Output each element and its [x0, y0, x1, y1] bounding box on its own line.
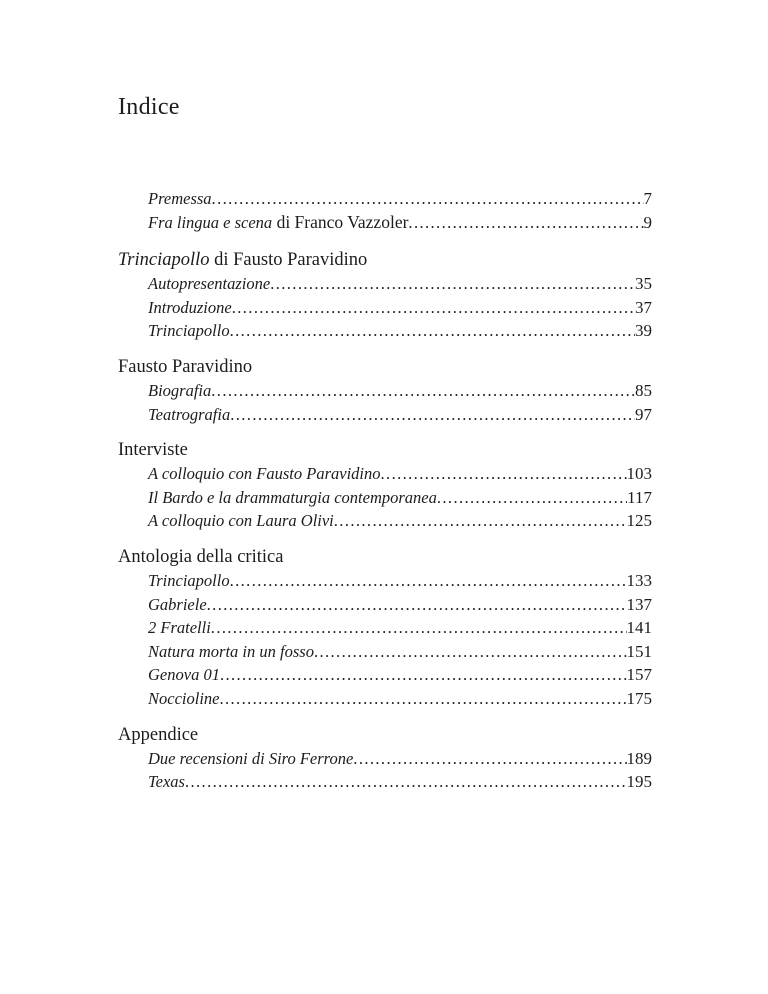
toc-entry-page: 39 [635, 321, 652, 341]
toc-entry-title: Introduzione [148, 297, 232, 317]
dot-leader [212, 187, 644, 211]
toc-entry-page: 125 [626, 511, 652, 531]
toc-entry-title: Trinciapollo [148, 321, 230, 341]
toc-entry-title: Fra lingua e scena [148, 212, 273, 232]
toc-entry-page: 97 [635, 404, 652, 424]
toc-entry[interactable] [148, 616, 652, 640]
toc-entry-title: Gabriele [148, 594, 207, 614]
toc-entry-title: Texas [148, 772, 185, 792]
toc-entry-page: 117 [627, 487, 652, 507]
toc-entry-page: 103 [626, 464, 652, 484]
toc-entry-page: 35 [635, 274, 652, 294]
toc-entry-title: 2 Fratelli [148, 618, 211, 638]
dot-leader [207, 593, 627, 617]
section-heading-author: di Fausto Paravidino [209, 250, 368, 271]
toc-entry[interactable] [148, 272, 652, 296]
toc-entry-title: Il Bardo e la drammaturgia contemporanea [148, 487, 437, 507]
toc-section-interviste [118, 438, 652, 533]
toc-entry[interactable] [148, 593, 652, 617]
toc-entry-page: 85 [635, 380, 652, 400]
dot-leader [381, 462, 627, 486]
toc-section-front-matter [118, 187, 652, 234]
toc-entry-title: A colloquio con Laura Olivi [148, 511, 334, 531]
dot-leader [232, 296, 635, 320]
page-title: Indice [118, 94, 180, 120]
dot-leader [408, 211, 643, 235]
toc-entry-title: Teatrografia [148, 404, 231, 424]
toc-entry-title: Trinciapollo [148, 570, 230, 590]
toc-entry-fra-lingua-e-scena[interactable] [148, 211, 652, 235]
dot-leader [334, 509, 627, 533]
table-of-contents [118, 187, 652, 794]
toc-entry[interactable] [148, 462, 652, 486]
toc-entry-title: Due recensioni di Siro Ferrone [148, 748, 354, 768]
toc-entry[interactable] [148, 640, 652, 664]
toc-entry-title: A colloquio con Fausto Paravidino [148, 464, 381, 484]
toc-entry[interactable] [148, 569, 652, 593]
dot-leader [211, 379, 635, 403]
section-heading: Fausto Paravidino [118, 356, 253, 377]
toc-entry-title: Noccioline [148, 688, 220, 708]
toc-entry-page: 195 [626, 772, 652, 792]
toc-entry-page: 37 [635, 297, 652, 317]
toc-entry-page: 151 [626, 641, 652, 661]
toc-entry-premessa[interactable] [148, 187, 652, 211]
toc-entry[interactable] [148, 663, 652, 687]
section-heading-title: Trinciapollo [118, 250, 210, 271]
toc-entry-page: 9 [643, 212, 652, 232]
toc-entry[interactable] [148, 770, 652, 794]
toc-entry[interactable] [148, 687, 652, 711]
toc-section-trinciapollo [118, 248, 652, 343]
toc-entry-title: Premessa [148, 189, 212, 208]
section-heading: Appendice [118, 724, 199, 745]
toc-entry[interactable] [148, 486, 652, 510]
toc-entry[interactable] [148, 747, 652, 771]
dot-leader [220, 663, 627, 687]
toc-entry-title: Biografia [148, 380, 212, 400]
dot-leader [230, 569, 627, 593]
dot-leader [270, 272, 635, 296]
section-heading: Interviste [118, 440, 188, 461]
dot-leader [353, 747, 626, 771]
toc-entry-title: Genova 01 [148, 665, 220, 685]
dot-leader [219, 687, 626, 711]
toc-entry[interactable] [148, 379, 652, 403]
section-heading: Antologia della critica [118, 546, 284, 567]
section-heading [118, 248, 652, 272]
toc-entry-page: 133 [626, 570, 652, 590]
toc-entry-page: 189 [626, 748, 652, 768]
toc-entry-page: 175 [626, 688, 652, 708]
dot-leader [230, 403, 635, 427]
toc-entry[interactable] [148, 403, 652, 427]
dot-leader [185, 770, 627, 794]
toc-section-antologia-della-critica [118, 545, 652, 711]
toc-entry-page: 157 [626, 665, 652, 685]
toc-entry-page: 7 [643, 189, 652, 208]
toc-entry[interactable] [148, 296, 652, 320]
dot-leader [211, 616, 627, 640]
dot-leader [230, 319, 635, 343]
toc-entry-author: di Franco Vazzoler [272, 211, 409, 232]
toc-entry[interactable] [148, 319, 652, 343]
toc-entry-title: Autopresentazione [148, 274, 271, 294]
toc-entry-title: Natura morta in un fosso [148, 641, 314, 661]
toc-section-fausto-paravidino [118, 355, 652, 426]
toc-entry[interactable] [148, 509, 652, 533]
toc-entry-page: 137 [626, 594, 652, 614]
toc-entry-page: 141 [626, 618, 652, 638]
toc-section-appendice [118, 723, 652, 794]
dot-leader [314, 640, 627, 664]
dot-leader [437, 486, 627, 510]
